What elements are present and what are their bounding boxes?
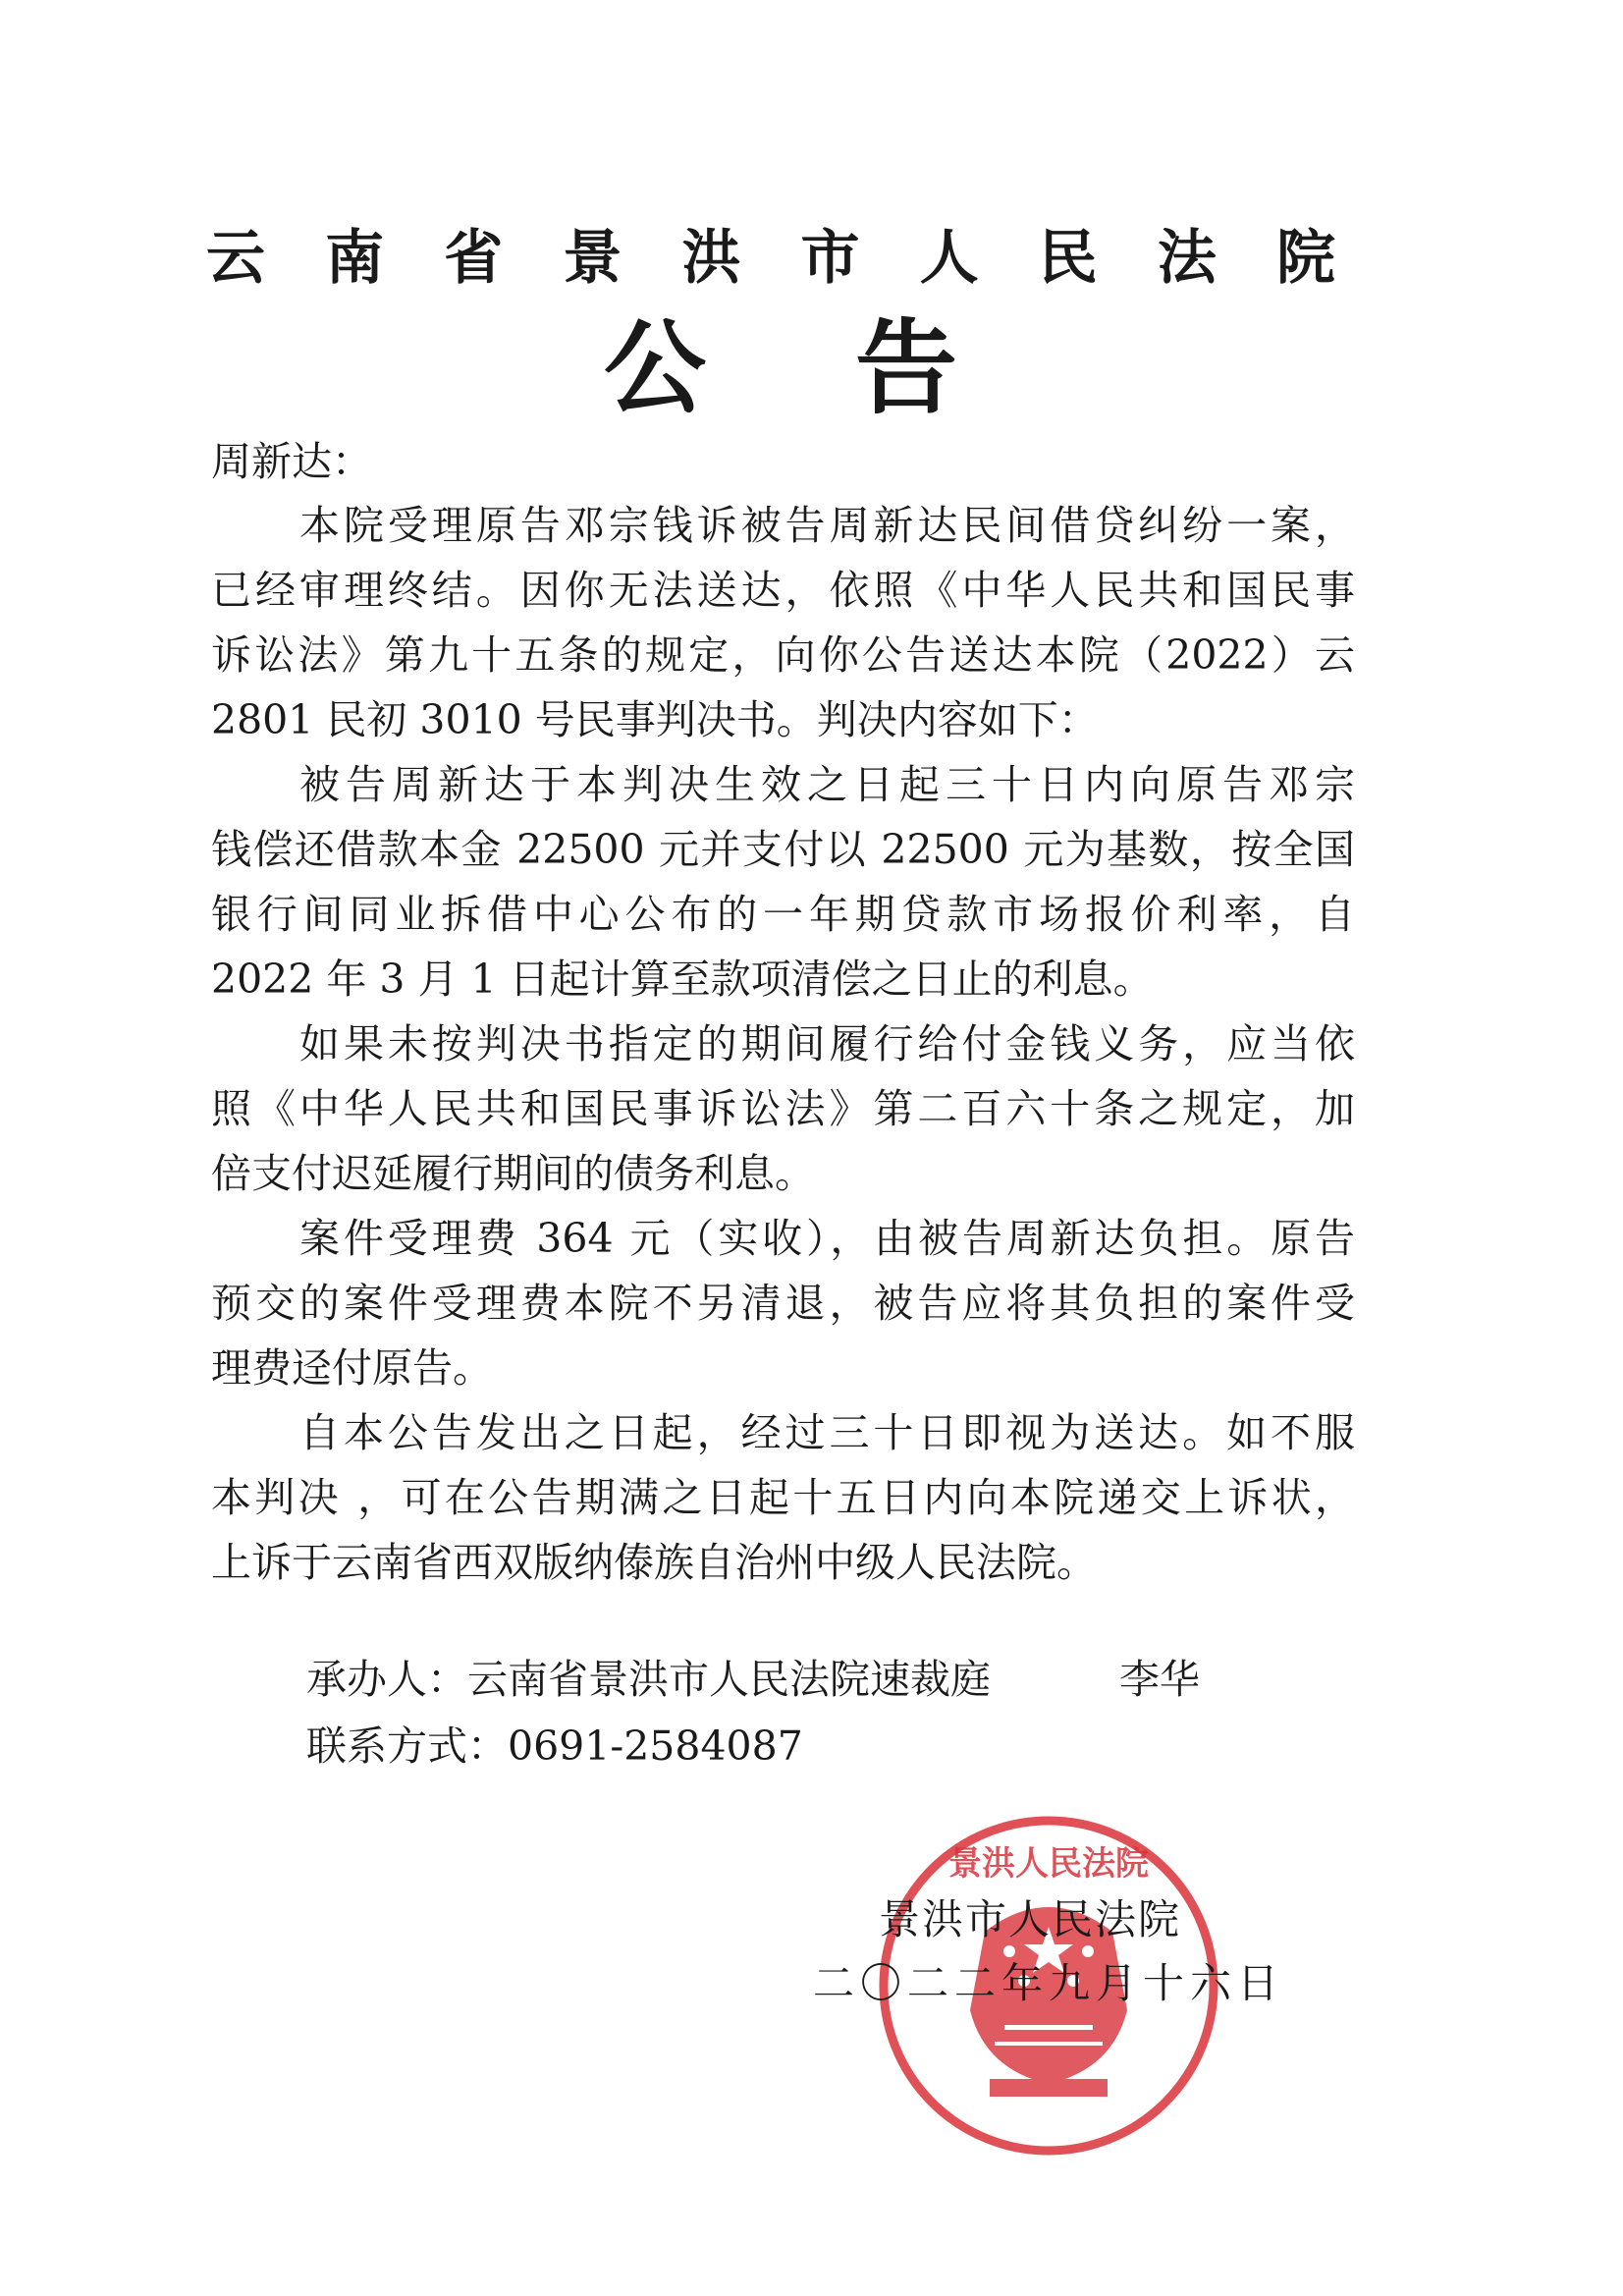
body-line: 倍支付迟延履行期间的债务利息。 xyxy=(211,1150,815,1197)
body-line: 案件受理费 364 元（实收），由被告周新达负担。原告 xyxy=(299,1215,1355,1262)
body-line: 2022 年 3 月 1 日起计算至款项清偿之日止的利息。 xyxy=(211,956,1154,1003)
body-line: 预交的案件受理费本院不另清退，被告应将其负担的案件受 xyxy=(211,1280,1355,1327)
body-line: 本院受理原告邓宗钱诉被告周新达民间借贷纠纷一案， xyxy=(299,502,1355,549)
svg-text:景洪人民法院: 景洪人民法院 xyxy=(948,1844,1149,1884)
body-line: 如果未按判决书指定的期间履行给付金钱义务，应当依 xyxy=(299,1020,1355,1067)
body-line: 照《中华人民共和国民事诉讼法》第二百六十条之规定，加 xyxy=(211,1085,1355,1132)
document-type: 公告 xyxy=(604,308,957,428)
body-line: 已经审理终结。因你无法送达，依照《中华人民共和国民事 xyxy=(211,567,1355,614)
body-line: 被告周新达于本判决生效之日起三十日内向原告邓宗 xyxy=(299,761,1355,808)
body-line: 银行间同业拆借中心公布的一年期贷款市场报价利率，自 xyxy=(211,891,1355,938)
court-title: 云南省景洪市人民法院 xyxy=(206,224,1335,293)
body-line: 2801 民初 3010 号民事判决书。判决内容如下： xyxy=(211,696,1099,743)
body-line: 上诉于云南省西双版纳傣族自治州中级人民法院。 xyxy=(211,1539,1097,1586)
body-line: 本判决 ，可在公告期满之日起十五日内向本院递交上诉状， xyxy=(211,1474,1355,1521)
contact-phone: 联系方式：0691-2584087 xyxy=(306,1722,803,1770)
body-line: 钱偿还借款本金 22500 元并支付以 22500 元为基数，按全国 xyxy=(211,826,1355,873)
addressee: 周新达： xyxy=(211,438,372,485)
issuer-signature: 景洪市人民法院 xyxy=(879,1895,1182,1943)
body-line: 诉讼法》第九十五条的规定，向你公告送达本院（2022）云 xyxy=(211,631,1355,679)
handler-label: 承办人：云南省景洪市人民法院速裁庭 xyxy=(306,1656,991,1703)
issue-date: 二〇二二年九月十六日 xyxy=(813,1959,1285,2007)
body-line: 理费迳付原告。 xyxy=(211,1344,493,1392)
handler-name: 李华 xyxy=(1119,1656,1200,1703)
body-line: 自本公告发出之日起，经过三十日即视为送达。如不服 xyxy=(299,1409,1355,1456)
